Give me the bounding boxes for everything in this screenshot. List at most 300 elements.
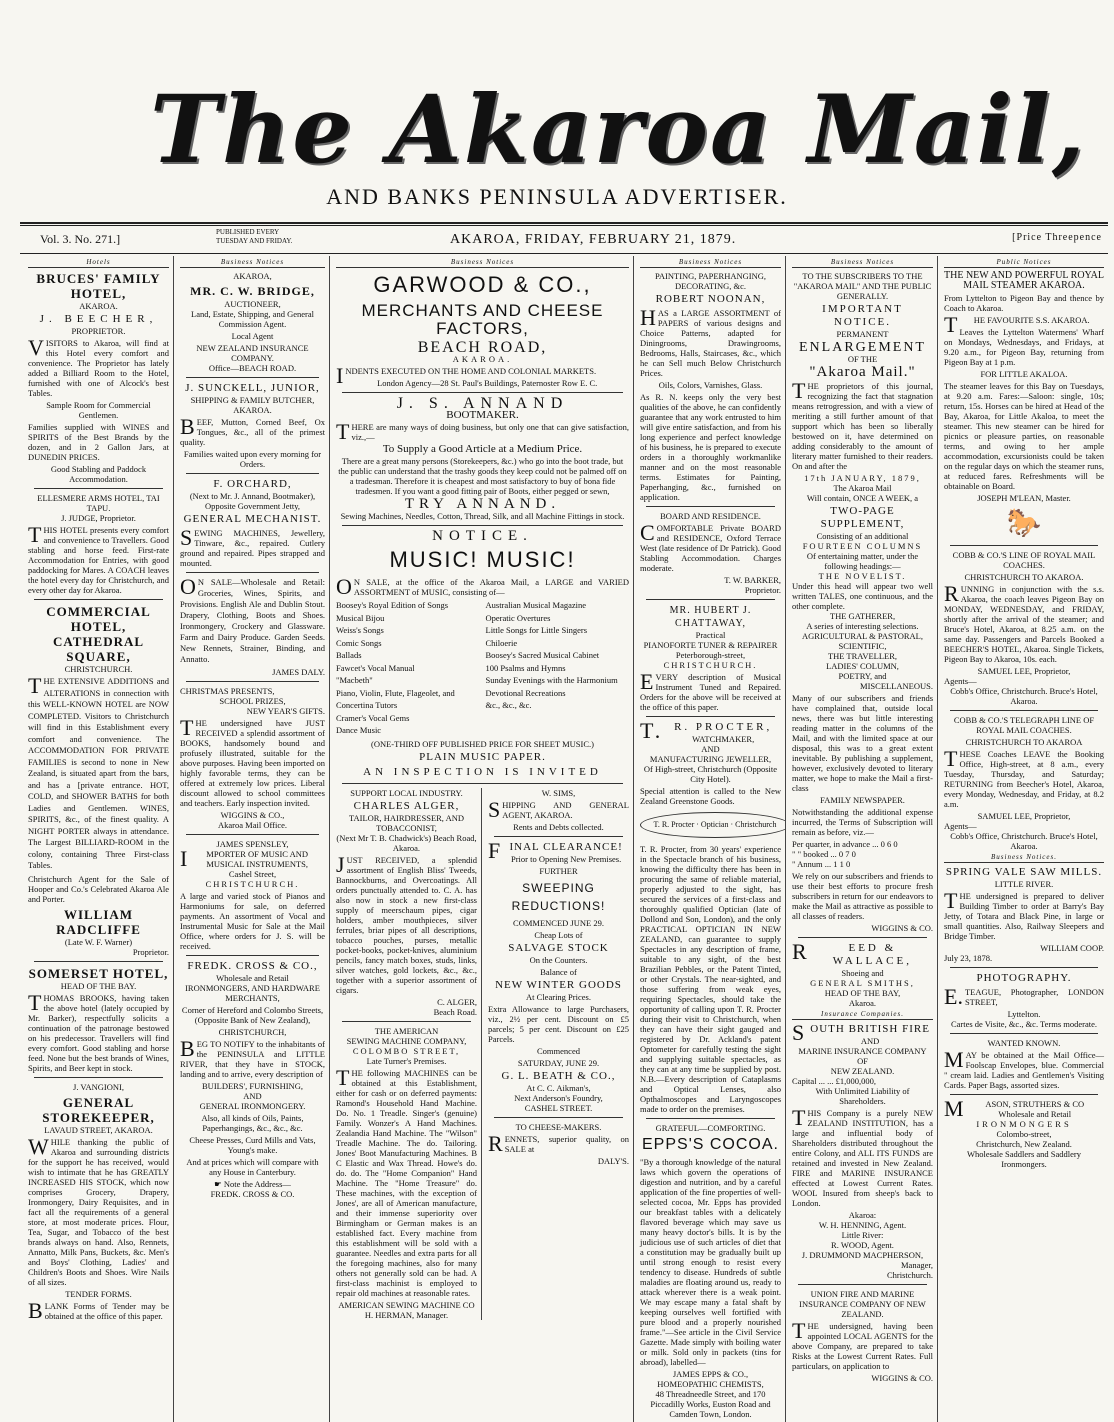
section-heading: Business Notices bbox=[792, 257, 933, 268]
dateline bbox=[20, 228, 1108, 250]
ad-text: Christchurch Agent for the Sale of Hooper and Co.'s Celebrated Akaroa Ale and Porter. bbox=[28, 873, 169, 904]
ad-text: Of entertaining matter, under the following headings:— bbox=[806, 551, 919, 571]
divider bbox=[798, 937, 927, 938]
music-list-item: Musical Bijou bbox=[336, 612, 385, 623]
divider bbox=[494, 1117, 623, 1118]
ad-owner: SAMUEL LEE, Proprietor, bbox=[977, 811, 1071, 821]
music-list-item: "Macbeth" bbox=[336, 675, 373, 685]
ad-text: INDENTS EXECUTED ON THE HOME AND COLONIAL MARKETS. bbox=[336, 363, 597, 388]
ad-text: To Supply a Good Article at a Medium Price. bbox=[382, 443, 583, 455]
ad-text: AND bbox=[243, 1091, 262, 1101]
ad-title: MR. C. W. BRIDGE, bbox=[190, 284, 315, 298]
center-lower bbox=[336, 788, 629, 1320]
ad-text: SEWING MACHINES, Jewellery, Tinware, &c., repaired. Cutlery ground and repaired. Pipes strapped and mounted. bbox=[180, 525, 325, 568]
ad-title: TENDER FORMS. bbox=[65, 1288, 132, 1299]
ad-title: CHRISTMAS PRESENTS, bbox=[180, 686, 275, 696]
divider bbox=[34, 961, 163, 962]
ad-owner: CHARLES ALGER, bbox=[353, 799, 460, 812]
music-list-item: Ballads bbox=[336, 650, 362, 660]
ad-title: THE TRAVELLER, bbox=[827, 651, 898, 661]
ad-title: THE AMERICAN bbox=[374, 1025, 439, 1036]
ad-title: COBB & CO.'S LINE OF ROYAL MAIL COACHES. bbox=[952, 550, 1096, 570]
ad-text: Notwithstanding the additional expense incurred, the Terms of Subscription will remain as before, viz.— bbox=[792, 807, 933, 837]
ad-owner: WILLIAM COOP. bbox=[1040, 943, 1104, 953]
ad-place: Akaroa. bbox=[848, 998, 877, 1008]
ad-text: Also, all kinds of Oils, Paints, Paperhangings, &c., &c., &c. bbox=[201, 1113, 304, 1133]
ad-text: GENERAL IRONMONGERY. bbox=[199, 1101, 306, 1111]
ad-text: Beach Road. bbox=[433, 1006, 477, 1017]
ad-owner: JOSEPH M'LEAN, Master. bbox=[977, 493, 1071, 503]
ad-owner: WIGGINS & CO. bbox=[871, 1373, 933, 1383]
ad-role: TAILOR, HAIRDRESSER, AND TOBACCONIST, bbox=[348, 812, 465, 833]
ad-title: FREDK. CROSS & CO., bbox=[187, 960, 318, 972]
ad-place: HEAD OF THE BAY. bbox=[60, 980, 137, 991]
section-heading: Public Notices bbox=[944, 257, 1104, 268]
ad-text: ON SALE, at the office of the Akaroa Mail, a LARGE and VARIED ASSORTMENT of MUSIC, consisting of— bbox=[336, 574, 629, 599]
ad-text: FURTHER bbox=[539, 865, 578, 876]
column-business-1 bbox=[176, 256, 330, 1422]
ad-text: As R. N. keeps only the very best qualities of the above, he can confidently guarantee that any work entrusted to him will give entire satisfaction, and from his long experience and perfect knowledge of his business, he is prepared to execute orders in a thoroughly workmanlike manner and on the most reasonable terms. Estimates for Painting, Paperhanging, &c., furnished on application. bbox=[640, 392, 781, 502]
center-lower-right bbox=[488, 788, 629, 1320]
ad-text: At Clearing Prices. bbox=[526, 991, 591, 1002]
ad-owner: SAMUEL LEE, Proprietor, bbox=[977, 666, 1071, 676]
ad-text: Rents and Debts collected. bbox=[513, 821, 604, 832]
music-list bbox=[336, 599, 629, 737]
ad-owner: DALY'S. bbox=[597, 1155, 629, 1166]
divider bbox=[34, 1077, 163, 1078]
ad-owner: WILLIAM RADCLIFFE bbox=[56, 906, 141, 937]
ad-title: NEW WINTER GOODS bbox=[495, 978, 622, 991]
ad-text: AND bbox=[701, 744, 720, 754]
ad-owner: WIGGINS & CO. bbox=[871, 923, 933, 933]
divider bbox=[950, 967, 1098, 968]
ad-place: Lyttelton. bbox=[1007, 1009, 1041, 1019]
ad-text: T. R. Procter, from 30 years' experience in the Spectacle branch of his business, knowing the difficulty there has been in procuring the same of reliable material, properly adjusted to the sight, has secured the services of a first-class and thoroughly qualified Optician (late of Dollond and Son, London), and the only PRACTICAL OPTICIAN IN NEW ZEALAND, can guarantee to supply Spectacles in any description of frame, suitable to any sight, of the best Brazilian Pebbles, or the Patent Tinted, or other Crystals. The near-sighted, and those suffering from weak eyes, requiring Spectacles, should take the opportunity of calling upon T. R. Procter during their visit to Christchurch, when they can have their sight gauged and registered by Dr. Ackland's patent Optometer for carefully testing the sight and supplying suitable spectacles, as they can at any time be supplied by post. N.B.—Every description of Cataplasms and Optical Lenses, also Opthalmoscopes and Laryngoscopes made to order on the premises. bbox=[640, 844, 781, 1114]
ad-place: AKAROA, bbox=[233, 271, 272, 281]
ad-text: E.TEAGUE, Photographer, LONDON STREET, bbox=[944, 984, 1104, 1009]
ad-text: THE following MACHINES can be obtained at this Establishment, either for cash or on deferred payments: Ramond's Household Hand Machine. Do. No. 1 Treadle. Singer's (genuine) Family. Wonzer's A Hand Machines. Zealandia Hand Machine. The "Wilson" Treadle Machine. The do. Tailoring. Jones' Boot Manufacturing Machines. B C Elastic and Wax Thread. Howe's do. do. do. The "Home Companion" Hand Machine. The "Home Treasure" do. These machines, with the exception of Jones', are all of American manufacture, and their immense superiority over Birmingham or German makes is an established fact. Every machine from this establishment will be sold with a guarantee. Needles and extra parts for all the foregoing machines, also for many others not generally sold can be had. A first-class machinist is employed to repair old machines at reasonable rates. bbox=[336, 1064, 477, 1298]
ad-title: WANTED KNOWN. bbox=[987, 1038, 1061, 1048]
divider bbox=[950, 710, 1098, 711]
ad-text: Leaves the Lyttelton Watermens' Wharf on Mondays, Wednesdays, and Fridays, at 9.20 a.m., for Pigeon Bay, returning from Pigeon Bay at 1 p.m. bbox=[944, 327, 1104, 367]
ad-text: COMFORTABLE Private BOARD and RESIDENCE, Oxford Terrace West (late residence of Dr Patrick). Good Stabling Accommodation. Charges moderate. bbox=[640, 520, 781, 573]
ad-title: NEW YEAR'S GIFTS. bbox=[246, 706, 325, 716]
ad-place: LITTLE RIVER. bbox=[994, 879, 1054, 889]
divider bbox=[798, 1284, 927, 1285]
music-list-item: Cramer's Vocal Gems bbox=[336, 712, 410, 723]
divider bbox=[646, 599, 775, 600]
ad-owner: J. VANGIONI, bbox=[73, 1081, 124, 1092]
ad-text: BEG TO NOTIFY to the inhabitants of the PENINSULA and LITTLE RIVER, that they have in STOCK, landing and to arrive, every description of bbox=[180, 1036, 325, 1079]
ad-owner: W. H. HENNING, Agent. bbox=[818, 1220, 907, 1230]
ad-role: Practical bbox=[695, 630, 726, 640]
ad-title: GENERAL STOREKEEPER, bbox=[42, 1094, 155, 1125]
divider bbox=[950, 1094, 1098, 1095]
ad-text: HAS a LARGE ASSORTMENT of PAPERS of various designs and Choice Patterns, adapted for Diningrooms, Drawingrooms, Bedrooms, Halls, Staircases, &c., which he can Sell much Below Christchurch Prices. bbox=[640, 305, 781, 378]
music-list-item: Weiss's Songs bbox=[336, 625, 384, 635]
ad-owner: G. L. BEATH & CO., bbox=[501, 1069, 616, 1082]
ad-title: SOMERSET HOTEL, bbox=[28, 965, 169, 981]
ad-role: GENERAL SMITHS, bbox=[810, 978, 915, 988]
ad-text: A series of interesting selections. bbox=[806, 621, 919, 631]
ad-place: CHRISTCHURCH. bbox=[64, 664, 133, 674]
music-list-item: &c., &c., &c. bbox=[485, 700, 532, 710]
ad-owner: FREDK. CROSS & CO. bbox=[210, 1189, 295, 1199]
ad-place: AKAROA. bbox=[79, 301, 118, 311]
publication-schedule: PUBLISHED EVERY TUESDAY AND FRIDAY. bbox=[216, 228, 293, 245]
ad-text: July 23, 1878. bbox=[944, 953, 993, 963]
ad-place: Christchurch, New Zealand. bbox=[976, 1139, 1072, 1149]
ad-text: With Unlimited Liability of Shareholders. bbox=[815, 1086, 910, 1106]
price: [Price Threepence bbox=[1012, 232, 1102, 243]
ad-text: BEEF, Mutton, Corned Beef, Ox Tongues, &c., all of the primest quality. bbox=[180, 414, 325, 447]
ad-place: CHRISTCHURCH. bbox=[663, 660, 758, 670]
ad-title: SALVAGE STOCK bbox=[508, 941, 609, 954]
ad-title: SCHOOL PRIZES, bbox=[219, 696, 286, 706]
music-list-item: Piano, Violin, Flute, Flageolet, and Concertina Tutors bbox=[336, 687, 455, 710]
ad-title: "Akaroa Mail." bbox=[809, 364, 916, 380]
ad-title: MUSIC! MUSIC! bbox=[389, 547, 576, 572]
divider bbox=[342, 783, 623, 784]
music-list-item: Boosey's Sacred Musical Cabinet bbox=[485, 650, 600, 660]
ad-title: J. SUNCKELL, JUNIOR, bbox=[185, 382, 320, 394]
music-list-item: Operatic Overtures bbox=[485, 612, 551, 623]
ad-text: Office—BEACH ROAD. bbox=[208, 363, 297, 373]
section-heading: Insurance Companies. bbox=[792, 1009, 933, 1020]
ad-text: (Late W. F. Warner) bbox=[64, 936, 133, 947]
ad-role: MANUFACTURING JEWELLER, bbox=[649, 754, 772, 764]
ad-text: Capital ... ... £1,000,000, bbox=[792, 1076, 877, 1086]
ad-text: Good Stabling and Paddock Accommodation. bbox=[50, 464, 147, 484]
music-list-item: Dance Music bbox=[336, 725, 382, 735]
ad-text: Land, Estate, Shipping, and General Commission Agent. bbox=[191, 309, 314, 329]
ad-role: AUCTIONEER, bbox=[224, 299, 281, 309]
ad-text: JUST RECEIVED, a splendid assortment of English Bliss' Tweeds, Bannockburns, and Overcoatings. All orders punctually attended to. C. A. has also now in stock a new first-class supply of meerschaum pipes, cigar holders, amber mouthpieces, silver ferrules, briar pipes of all descriptions, tobacco pouches, purses, metallic pocket-books, pocket-knives, aluminium pencils, fancy match boxes, studs, links, silver watches, gold lockets, &c., &c., together with a superior assortment of cigars. bbox=[336, 851, 477, 995]
ad-owner: T.R. PROCTER, bbox=[640, 718, 773, 743]
ad-text: VISITORS to Akaroa, will find at this Hotel every comfort and convenience. The Proprietor has lately added a Billiard Room to the Hotel, furnished with one of Alcock's best Tables. bbox=[28, 335, 169, 398]
ad-owner: H. HERMAN, Manager. bbox=[364, 1309, 449, 1320]
ad-text: On the Counters. bbox=[529, 954, 588, 965]
ad-text: Sewing Machines, Needles, Cotton, Thread, Silk, and all Machine Fittings in stock. bbox=[340, 511, 625, 521]
header-rule bbox=[20, 222, 1108, 226]
ad-text: THIS Company is a purely NEW ZEALAND INSTITUTION, has a large and influential body of Shareholders distributed throughout the entire Colony, and ALL ITS FUNDS are retained and invested in New Zealand. FIRE and MARINE INSURANCE effected at Lowest Current Rates. WOOL Insured from sheep's back to London. bbox=[792, 1105, 933, 1208]
divider bbox=[950, 1033, 1098, 1034]
ad-text: From Lyttelton to Pigeon Bay and thence by Coach to Akaroa. bbox=[944, 293, 1104, 313]
ad-owner: JAMES EPPS & CO., bbox=[672, 1369, 749, 1379]
ad-owner: T. W. BARKER, bbox=[724, 575, 781, 585]
ad-text: There are a great many persons (Storekeepers, &c.) who go into the boot trade, but the public can understand that the trashy goods they keep could not be palmed off on a tradesman. Therefore it is cheapest and most satisfactory to buy of bona fide tradesmen. If you want a good fitting pair of Boots, either pegged or sewn, bbox=[338, 456, 627, 496]
ad-role: PIANOFORTE TUNER & REPAIRER bbox=[643, 640, 778, 650]
ad-role: SHIPPING AND GENERAL AGENT, AKAROA. bbox=[488, 796, 629, 822]
ad-text: THE undersigned is prepared to deliver Building Timber to order at Barry's Bay Jetty, of Totara and Black Pine, in large or small quantities. Also, Railway Sleepers and Bridge Timber. bbox=[944, 888, 1104, 941]
music-list-item: Boosey's Royal Edition of Songs bbox=[336, 600, 449, 610]
ad-text: Balance of bbox=[540, 966, 577, 977]
ad-title: COBB & CO.'S TELEGRAPH LINE OF ROYAL MAIL COACHES. bbox=[953, 715, 1095, 735]
ad-place: AKAROA. bbox=[452, 354, 513, 364]
ad-title: CHRISTCHURCH TO AKAROA. bbox=[964, 572, 1084, 582]
ad-owner: C. ALGER, bbox=[437, 996, 477, 1007]
section-heading: Business Notices bbox=[640, 257, 781, 268]
ad-title: FOR LITTLE AKALOA. bbox=[980, 369, 1068, 379]
column-hotels bbox=[24, 256, 174, 1422]
ad-owner: MR. HUBERT J. CHATTAWAY, bbox=[669, 605, 752, 629]
ad-title: MARINE INSURANCE COMPANY bbox=[798, 1046, 927, 1056]
ad-text: PERMANENT bbox=[836, 329, 889, 339]
ad-title: FINAL CLEARANCE! bbox=[488, 837, 623, 863]
ad-text: 17th JANUARY, 1879, bbox=[804, 473, 921, 483]
ad-text: SATURDAY, JUNE 29. bbox=[517, 1057, 600, 1068]
ad-text: Late Turner's Premises. bbox=[366, 1055, 447, 1066]
ad-text: Agents— bbox=[944, 676, 977, 686]
ad-title: MERCHANTS AND CHEESE FACTORS, bbox=[361, 301, 604, 338]
divider bbox=[186, 473, 319, 474]
ad-text: ON SALE—Wholesale and Retail: Groceries, Wines, Spirits, and Provisions. English Ale and Dublin Stout. Drapery, Clothing, Boots and Shoes. Ironmongery, Crockery and Glassware. Farm and Dairy Produce. Garden Seeds. New Rennets, Strainer, Binding, and Annatto. bbox=[180, 574, 325, 664]
music-list-item: Little Songs for Little Singers bbox=[485, 625, 588, 635]
ad-owner: MASON, STRUTHERS & CO bbox=[944, 1096, 1085, 1121]
ad-owner: W. SIMS, bbox=[541, 787, 576, 798]
ad-title: TRY ANNAND. bbox=[404, 496, 561, 512]
ad-text: Cobb's Office, Christchurch. Bruce's Hotel, Akaroa. bbox=[950, 686, 1098, 706]
ad-owner: R. WOOD, Agent. bbox=[831, 1240, 894, 1250]
divider bbox=[34, 488, 163, 489]
ad-text: Commenced bbox=[537, 1045, 580, 1056]
ad-text: OF THE bbox=[847, 354, 878, 364]
music-list-item: Chiloerie bbox=[485, 637, 518, 648]
ad-title: LADIES' COLUMN, bbox=[826, 661, 899, 671]
ad-role: WATCHMAKER, bbox=[692, 734, 755, 744]
ad-title: IMPORTANT NOTICE. bbox=[822, 303, 903, 328]
ad-text: London Agency—28 St. Paul's Buildings, Paternoster Row E. C. bbox=[377, 378, 598, 388]
divider bbox=[186, 377, 319, 378]
ad-text: THERE are many ways of doing business, but only one that can give satisfaction, viz.,— bbox=[336, 419, 629, 444]
ad-text: Consisting of an additional bbox=[816, 531, 909, 541]
ad-place: CHRISTCHURCH, bbox=[218, 1027, 287, 1037]
ad-title: IRONMONGERS bbox=[976, 1119, 1072, 1129]
ad-text: Next Anderson's Foundry, bbox=[514, 1092, 603, 1103]
ad-text: Will contain, ONCE A WEEK, a bbox=[806, 493, 919, 503]
ad-title: BRUCES' FAMILY HOTEL, bbox=[36, 271, 161, 301]
ad-title: ENLARGEMENT bbox=[799, 340, 926, 355]
ad-text: Cartes de Visite, &c., &c. Terms moderate. bbox=[950, 1019, 1098, 1029]
ad-text: THOMAS BROOKS, having taken the above hotel (lately occupied by Mr. Barker), respectfully solicits a continuation of the patronage bestowed on his predecessor. Travellers will find every comfort. Good stabling and horse feed. None but the best brands of Wines, Spirits, and Beer kept in stock. bbox=[28, 989, 169, 1073]
music-list-left bbox=[336, 599, 480, 737]
music-list-item: Australian Musical Magazine bbox=[485, 600, 587, 610]
ad-owner: REED & WALLACE, bbox=[792, 939, 912, 967]
ad-title: THE FAVOURITE S.S. AKAROA. bbox=[944, 312, 1090, 337]
ad-text: 48 Threadneedle Street, and 170 Piccadilly Works, Euston Road and Camden Town, London. bbox=[650, 1389, 771, 1419]
issue-date: AKAROA, FRIDAY, FEBRUARY 21, 1879. bbox=[450, 232, 737, 247]
ad-text: COMMENCED JUNE 29. bbox=[513, 917, 604, 928]
masthead-subtitle: AND BANKS PENINSULA ADVERTISER. bbox=[326, 184, 788, 209]
divider bbox=[950, 545, 1098, 546]
ad-title: ELLESMERE ARMS HOTEL, TAI TAPU. bbox=[37, 493, 160, 513]
ad-title: SEWING MACHINE COMPANY, bbox=[346, 1035, 467, 1046]
ad-text: Cheese Presses, Curd Mills and Vats, Young's make. bbox=[189, 1135, 316, 1155]
ad-text: Many of our subscribers and friends have complained that, outside local news, there was but little interesting reading matter in the columns of the Mail, and with the limited space at our disposal, this was to a great extent inevitable. By publishing a supplement, however, exclusively devoted to literary matter, we hope to make the Mail a first-class bbox=[792, 693, 933, 793]
ad-text: And at prices which will compare with any House in Canterbury. bbox=[186, 1157, 319, 1177]
ad-role: Proprietor. bbox=[744, 585, 781, 595]
ad-title: THE NEW AND POWERFUL ROYAL MAIL STEAMER AKAROA. bbox=[944, 270, 1104, 291]
music-list-item: Comic Songs bbox=[336, 637, 382, 648]
ad-owner: JAMES DALY. bbox=[272, 667, 325, 677]
ad-title: MISCELLANEOUS. bbox=[860, 681, 933, 691]
ad-text: MAY be obtained at the Mail Office— Foolscap Envelopes, blue. Commercial " cream laid. Ladies and Gentlemen's Visiting Cards. Paper Bags, assorted sizes. bbox=[944, 1047, 1104, 1090]
ad-role: BOOTMAKER. bbox=[446, 409, 519, 421]
ad-text: AND bbox=[860, 1036, 880, 1046]
ad-text: Cashel Street, bbox=[228, 869, 277, 879]
ad-text: The Akaroa Mail bbox=[833, 483, 892, 493]
ad-text: Local Agent bbox=[231, 331, 274, 341]
ad-owner: J. BEECHER, bbox=[39, 313, 158, 325]
ad-text: At C. C. Aikman's, bbox=[526, 1082, 591, 1093]
ad-title: CHRISTCHURCH TO AKAROA bbox=[965, 737, 1083, 747]
ad-title: PHOTOGRAPHY. bbox=[976, 972, 1072, 984]
ad-place: HEAD OF THE BAY, bbox=[824, 988, 901, 998]
ad-text: THIS HOTEL presents every comfort and convenience to Travellers. Good stabling and horse feed. First-rate Accommodation for Entries, with good paddocking for Mares. A COACH leaves the hotel every day for Christchurch, and every other day for Akaroa. bbox=[28, 522, 169, 595]
ad-text: Cobb's Office, Christchurch. Bruce's Hotel, Akaroa. bbox=[950, 831, 1098, 851]
volume-number: Vol. 3. No. 271.] bbox=[40, 232, 121, 246]
coach-illustration-icon: 🐎 bbox=[1006, 508, 1042, 539]
column-public-notices bbox=[940, 256, 1108, 1422]
ad-title: SWEEPING REDUCTIONS! bbox=[511, 880, 606, 913]
ad-text: Oils, Colors, Varnishes, Glass. bbox=[658, 380, 763, 390]
ad-text: Cheap Lots of bbox=[534, 929, 583, 940]
ad-text: (Next to Mr. J. Annand, Bootmaker), Opposite Government Jetty, bbox=[189, 491, 316, 511]
ad-owner: WIGGINS & CO., bbox=[220, 810, 285, 820]
ad-text: A large and varied stock of Pianos and Harmoniums for sale, on deferred payments. An assortment of Vocal and Instrumental Music for Sale at the Mail Office, where orders for J. S. will be received. bbox=[180, 891, 325, 951]
section-heading: Hotels bbox=[28, 257, 169, 268]
ad-place: CASHEL STREET. bbox=[524, 1102, 593, 1113]
ad-title: NOTICE. bbox=[432, 528, 533, 544]
ad-title: J. S. ANNAND bbox=[396, 395, 569, 412]
divider bbox=[186, 834, 319, 835]
ad-text: BUILDERS', FURNISHING, bbox=[202, 1081, 303, 1091]
divider bbox=[646, 506, 775, 507]
music-list-item: Fawcet's Vocal Manual bbox=[336, 662, 415, 673]
ad-text: The steamer leaves for this Bay on Tuesdays, at 9.20 a.m. Fares:—Saloon: single, 10s; return, 15s. Horses can be hired at Head of the Bay, Akaroa, for Little Akaloa, to meet the steamer. This new steamer can be hired for picnics or pleasure parties, on reasonable terms, and owing to her ample accommodation, excursionists could be taken on the regular days on which the steamer runs, at reduced fares. Refreshments will be obtainable on Board. bbox=[944, 381, 1104, 491]
ad-text: Colombo-street, bbox=[996, 1129, 1052, 1139]
ad-text: Wholesale Saddlers and Saddlery Ironmongers. bbox=[966, 1149, 1081, 1169]
ad-role: GENERAL MECHANIST. bbox=[183, 513, 322, 525]
rate-row: " " booked ... 0 7 0 bbox=[792, 849, 856, 859]
ad-title: THE GATHERER, bbox=[829, 611, 896, 621]
ad-text: Of High-street, Christchurch (Opposite City Hotel). bbox=[643, 764, 778, 784]
ad-text: WHILE thanking the public of Akaroa and surrounding districts for the support he has received, would wish to intimate that he has GREATLY INCREASED HIS STOCK, which now comprises Grocery, Drapery, Ironmongery, Dairy Requisites, and in fact all the requirements of a general store, at most moderate prices. Flour, Tea, Sugar, and Tobacco of the best brands always on hand. Also, Rennets, Annatto, Milk Pans, Buckets, &c. Men's and Boys' Clothing, Ladies' and Children's Boots and Shoes. Wire Nails of all sizes. bbox=[28, 1133, 169, 1287]
divider bbox=[342, 1021, 471, 1022]
ad-text: Families supplied with WINES and SPIRITS of the Best Brands by the dozen, and in 2 Gallon Jars, at DUNEDIN PRICES. bbox=[28, 422, 169, 462]
ad-title: FOURTEEN COLUMNS bbox=[802, 541, 923, 551]
divider bbox=[186, 681, 319, 682]
ad-title: SPRING VALE SAW MILLS. bbox=[945, 866, 1103, 878]
ad-title: BOARD AND RESIDENCE. bbox=[660, 511, 761, 521]
ad-title: EPPS'S COCOA. bbox=[642, 1136, 779, 1153]
optician-stamp: T. R. Procter · Optician · Christchurch bbox=[640, 812, 786, 838]
ad-place: Akaroa: bbox=[848, 1210, 877, 1220]
masthead-title: The Akaroa Mail, bbox=[150, 75, 1087, 185]
section-heading: Business Notices bbox=[180, 257, 325, 268]
ad-role: Manager, bbox=[901, 1260, 933, 1270]
ad-place: BEACH ROAD, bbox=[417, 339, 548, 356]
ad-owner: J. JUDGE, Proprietor. bbox=[61, 513, 136, 523]
ad-title: AN INSPECTION IS INVITED bbox=[363, 765, 602, 778]
ad-text: Sample Room for Commercial Gentlemen. bbox=[46, 400, 151, 420]
ad-text: Akaroa Mail Office. bbox=[218, 820, 287, 830]
ad-text: EVERY description of Musical Instrument Tuned and Repaired. Orders for the above will be received at the office of this paper. bbox=[640, 669, 781, 712]
ad-role: PROPRIETOR. bbox=[71, 326, 126, 336]
ad-owner: AMERICAN SEWING MACHINE CO bbox=[338, 1299, 475, 1310]
ad-text: OF bbox=[857, 1056, 868, 1066]
ad-title: NEW ZEALAND. bbox=[830, 1066, 895, 1076]
ad-text: Prior to Opening New Premises. bbox=[510, 853, 622, 864]
ad-text: Families waited upon every morning for Orders. bbox=[183, 449, 322, 469]
ad-title: SOUTH BRITISH FIRE bbox=[792, 1020, 930, 1045]
column-business-3 bbox=[788, 256, 938, 1422]
column-center bbox=[332, 256, 634, 1422]
ad-title: PAINTING, PAPERHANGING, DECORATING, &c. bbox=[654, 271, 767, 291]
center-lower-left bbox=[336, 788, 482, 1320]
ad-place: Little River: bbox=[841, 1230, 884, 1240]
ad-title: FAMILY NEWSPAPER. bbox=[820, 795, 905, 805]
ad-title: IMPORTER OF MUSIC AND MUSICAL INSTRUMENTS, bbox=[180, 846, 309, 871]
music-list-right bbox=[486, 599, 630, 737]
divider bbox=[34, 599, 163, 600]
ad-text: THE undersigned have JUST RECEIVED a splendid assortment of BOOKS, handsomely bound and profusely illustrated, suitable for the above purposes. Having been imported on highly favorable terms, they can be offered at extremely low prices. Liberal discount allowed to school committees and teachers. Early inspection invited. bbox=[180, 715, 325, 808]
ad-place: LAVAUD STREET, AKAROA. bbox=[44, 1124, 153, 1135]
rate-row: " Annum ... 1 1 0 bbox=[792, 859, 851, 869]
ad-text: RUNNING in conjunction with the s.s. Akaroa, the coach leaves Pigeon Bay on MONDAY, WEDNESDAY, and FRIDAY, shortly after the arrival of the steamer; and Bruce's Hotel, Akaroa, at 8.25 a.m. on the same day. Passengers and Parcels Booked a BEECHER'S HOTEL, Akaroa. Single Tickets, Pigeon Bay to Akaroa, 10s. each. bbox=[944, 581, 1104, 664]
ad-owner: J. DRUMMOND MACPHERSON, bbox=[801, 1250, 924, 1260]
ad-title: TO THE SUBSCRIBERS TO THE "AKAROA MAIL" AND THE PUBLIC GENERALLY. bbox=[793, 271, 932, 301]
ad-title: PLAIN MUSIC PAPER. bbox=[419, 750, 546, 763]
ad-text: (ONE-THIRD OFF PUBLISHED PRICE FOR SHEET MUSIC.) bbox=[371, 738, 594, 749]
ad-role: Shoeing and bbox=[841, 968, 884, 978]
ad-text: THESE Coaches LEAVE the Booking Office, High-street, at 8 a.m., every Tuesday, Thursday, and Saturday; RETURNING from Beecher's Hotel, Akaroa, every Monday, Wednesday, and Friday, at 8.2 a.m. bbox=[944, 746, 1104, 809]
music-list-item: Sunday Evenings with the Harmonium bbox=[485, 675, 618, 685]
ad-role: Wholesale and Retail bbox=[998, 1109, 1072, 1119]
ad-title: AGRICULTURAL & PASTORAL, SCIENTIFIC, bbox=[802, 631, 923, 651]
divider bbox=[186, 572, 319, 573]
ad-text: THE proprietors of this journal, recognizing the fact that stagnation means retrogression, and with a view of meriting a still further amount of that support which has been so liberally bestowed on it, have determined on adding considerably to the amount of literary matter furnished to their readers. On and after the bbox=[792, 378, 933, 471]
rate-row: Per quarter, in advance ... 0 6 0 bbox=[792, 839, 898, 849]
ad-text: Under this head will appear two well written TALES, one continuous, and the other complete. bbox=[792, 581, 933, 611]
ad-role: Proprietor. bbox=[132, 946, 169, 957]
ad-text: Corner of Hereford and Colombo Streets, (Opposite Bank of New Zealand), bbox=[181, 1005, 324, 1025]
column-business-2 bbox=[636, 256, 786, 1422]
ad-text: Peterborough-street, bbox=[675, 650, 746, 660]
ad-text: THE EXTENSIVE ADDITIONS and ALTERATIONS in connection with this WELL-KNOWN HOTEL are NOW COMPLETED. Visitors to Christchurch will find in this Establishment every comfort and convenience. The ACCOMMODATION FOR PRIVATE FAMILIES is second to none in New Zealand, is situated apart from the bars, and has a [private entrance. HOT, COLD, and SHOWER BATHS for both Ladies and Gentlemen. WINES, SPIRITS, &c., of the finest quality. A NIGHT PORTER always in attendance. The Largest BILLIARD-ROOM in the colony, containing Three First-class Tables. bbox=[28, 673, 169, 870]
ad-text: We rely on our subscribers and friends to use their best efforts to procure fresh subscribers in return for our endeavors to make the Mail as attractive as possible to all classes of readers. bbox=[792, 871, 933, 921]
ad-place: CHRISTCHURCH. bbox=[205, 879, 300, 889]
ad-title: GARWOOD & CO., bbox=[373, 272, 592, 297]
divider bbox=[342, 525, 623, 526]
divider bbox=[646, 716, 775, 717]
divider bbox=[494, 836, 623, 837]
ad-role: SHIPPING & FAMILY BUTCHER, AKAROA. bbox=[190, 395, 315, 415]
ad-text: "By a thorough knowledge of the natural laws which govern the operations of digestion and nutrition, and by a careful application of the fine properties of well-selected cocoa, Mr. Epps has provided our breakfast tables with a delicately flavored beverage which may save us many heavy doctor's bills. It is by the judicious use of such articles of diet that a constitution may be gradually built up until strong enough to resist every tendency to disease. Hundreds of subtle maladies are floating around us, ready to attack wherever there is a weak point. We may escape many a fatal shaft by keeping ourselves well fortified with pure blood and a properly nourished frame."—See article in the Civil Service Gazette. Made simply with boiling water or milk. Sold only in packets (tins for abroad), labelled— bbox=[640, 1157, 781, 1367]
ad-title: UNION FIRE AND MARINE INSURANCE COMPANY OF NEW ZEALAND. bbox=[799, 1289, 926, 1319]
divider bbox=[646, 1118, 775, 1119]
ad-role: HOMEOPATHIC CHEMISTS, bbox=[657, 1379, 764, 1389]
ad-title: TWO-PAGE SUPPLEMENT, bbox=[820, 505, 905, 530]
ad-owner: JAMES SPENSLEY, bbox=[216, 839, 289, 849]
ad-owner: ROBERT NOONAN, bbox=[655, 293, 766, 305]
ad-text: RENNETS, superior quality, on SALE at bbox=[488, 1130, 629, 1156]
divider bbox=[186, 955, 319, 956]
ad-text: NEW ZEALAND INSURANCE COMPANY. bbox=[196, 343, 309, 363]
ad-text: Special attention is called to the New Zealand Greenstone Goods. bbox=[640, 786, 781, 806]
ad-role: IRONMONGERS, AND HARDWARE MERCHANTS, bbox=[185, 983, 320, 1003]
ad-text: ☛ Note the Address— bbox=[214, 1179, 291, 1189]
